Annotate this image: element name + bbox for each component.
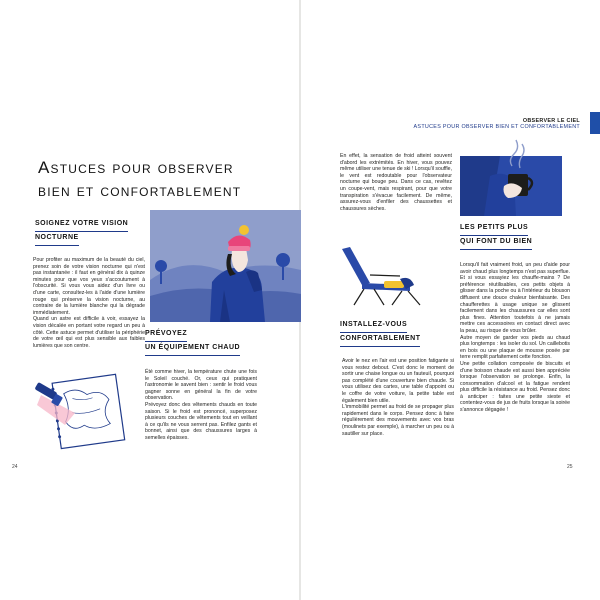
heading-line-2: NOCTURNE	[35, 232, 79, 246]
mug-illustration	[460, 136, 562, 216]
section-heading-extras	[460, 222, 570, 250]
heading-line-1: INSTALLEZ-VOUS	[340, 319, 407, 333]
body-text-comfort: Avoir le nez en l'air est une position fatigante si vous restez debout. C'est donc le moment de sortir une chaise longue ou un fauteuil, pourquoi pas complété d'une couverture bien chaude. Si vous utilisez des cartes, une table d'appoint ou le coffre de votre voiture, la petite table est également bien utile. L'immobilité permet au froid de se propager plus rapidement dans le corps. Pensez donc à faire régulièrement des mouvements avec vos bras (moulinets par exemple), à marcher un peu ou à sautiller sur place.	[342, 358, 454, 437]
red-flashlight-on-map-icon	[35, 371, 130, 453]
running-head	[414, 118, 580, 130]
section-heading-vision	[35, 218, 145, 246]
deck-chair-with-blanket-icon	[340, 245, 430, 307]
hiker-illustration	[150, 210, 301, 322]
body-text-extras: Lorsqu'il fait vraiment froid, un peu d'aide pour avoir chaud plus longtemps n'est pas superflue. Et si vous essayiez les chauffe-mains ? De préférence réutilisables, ces petits objets à glisser dans la poche ou à l'intérieur du blouson diffusent une douce chaleur bienfaisante. Des chaufferettes à usage unique se glissent facilement dans les chaussures car elles sont plus fines. Attention toutefois à ne jamais mettre ces accessoires en contact direct avec la peau, au risque de vous brûler. Autre moyen de garder vos pieds au chaud plus longtemps : les isoler du sol. Un caillebotis en bois ou une plaque de mousse posée par terre remplit parfaitement cette fonction. Une petite collation composée de biscuits et d'une boisson chaude est aussi bien appréciée lorsque l'observation se prolonge. Enfin, la consommation d'alcool et la fatigue rendent plus difficile la résistance au froid. Pensez donc à anticiper : faites une petite sieste et contentez-vous de jus de fruits lorsque la soirée s'annonce dégagée !	[460, 262, 570, 414]
body-text-equipment: Été comme hiver, la température chute une fois le Soleil couché. Or, ceux qui pratiquent l'astronomie le savent bien : sentir le froid vous gagner sonne en général la fin de votre observation. Prévoyez donc des vêtements chauds en toute saison. Si le froid est prononcé, superposez plusieurs couches de vêtements tout en veillant à ce qu'ils ne vous serrent pas. Enfilez gants et bonnet, ainsi que des chaussures larges à semelles épaisses.	[145, 369, 257, 441]
heading-line-1: SOIGNEZ VOTRE VISION	[35, 218, 128, 232]
heading-line-2: UN ÉQUIPEMENT CHAUD	[145, 342, 240, 356]
section-heading-comfort	[340, 319, 452, 347]
flashlight-illustration	[35, 371, 130, 453]
page-title	[38, 156, 278, 202]
running-head-title: OBSERVER LE CIEL	[522, 118, 580, 124]
heading-line-1: PRÉVOYEZ	[145, 328, 187, 342]
chapter-tab-marker	[590, 112, 600, 134]
running-head-subtitle: ASTUCES POUR OBSERVER BIEN ET CONFORTABLEMENT	[413, 124, 580, 130]
heading-line-2: QUI FONT DU BIEN	[460, 236, 532, 250]
chair-illustration	[340, 245, 430, 307]
page-title-line-1: Astuces pour observer	[38, 158, 234, 177]
body-text-vision: Pour profiter au maximum de la beauté du ciel, prenez soin de votre vision nocturne qui n'est pas instantanée : il faut en général dix à quinze minutes pour que vos yeux s'accoutument à l'obscurité. Si vous vous aidez d'un livre ou d'une carte, consultez-les à l'aide d'une lumière rouge qui préserve la vision nocturne, au contraire de la lumière blanche qui la dégrade immédiatement. Quand un astre est difficile à voir, essayez la vision décalée en portant votre regard un peu à côté. Cette astuce permet d'utiliser la périphérie de votre œil qui est plus sensible aux faibles lumières que son centre.	[33, 257, 145, 349]
heading-line-2: CONFORTABLEMENT	[340, 333, 420, 347]
page-number-right: 25	[567, 464, 573, 470]
hand-holding-hot-mug-icon	[460, 136, 562, 216]
body-text-cold: En effet, la sensation de froid atteint souvent d'abord les extrémités. En hiver, vous pouvez même utiliser une tenue de ski ! Lorsqu'il souffle, le vent est redoutable pour l'observateur nocturne qui bouge peu. Dans ce cas, revêtez un coupe-vent, mais respirant, pour que votre transpiration s'évacue facilement. De même, assurez-vous d'enfiler des chaussettes et chaussures sèches.	[340, 153, 452, 212]
section-heading-equipment	[145, 328, 255, 356]
page-number-left: 24	[12, 464, 18, 470]
person-looking-at-sky-icon	[150, 210, 301, 322]
page-title-line-2: bien et confortablement	[38, 181, 242, 200]
heading-line-1: LES PETITS PLUS	[460, 222, 528, 236]
